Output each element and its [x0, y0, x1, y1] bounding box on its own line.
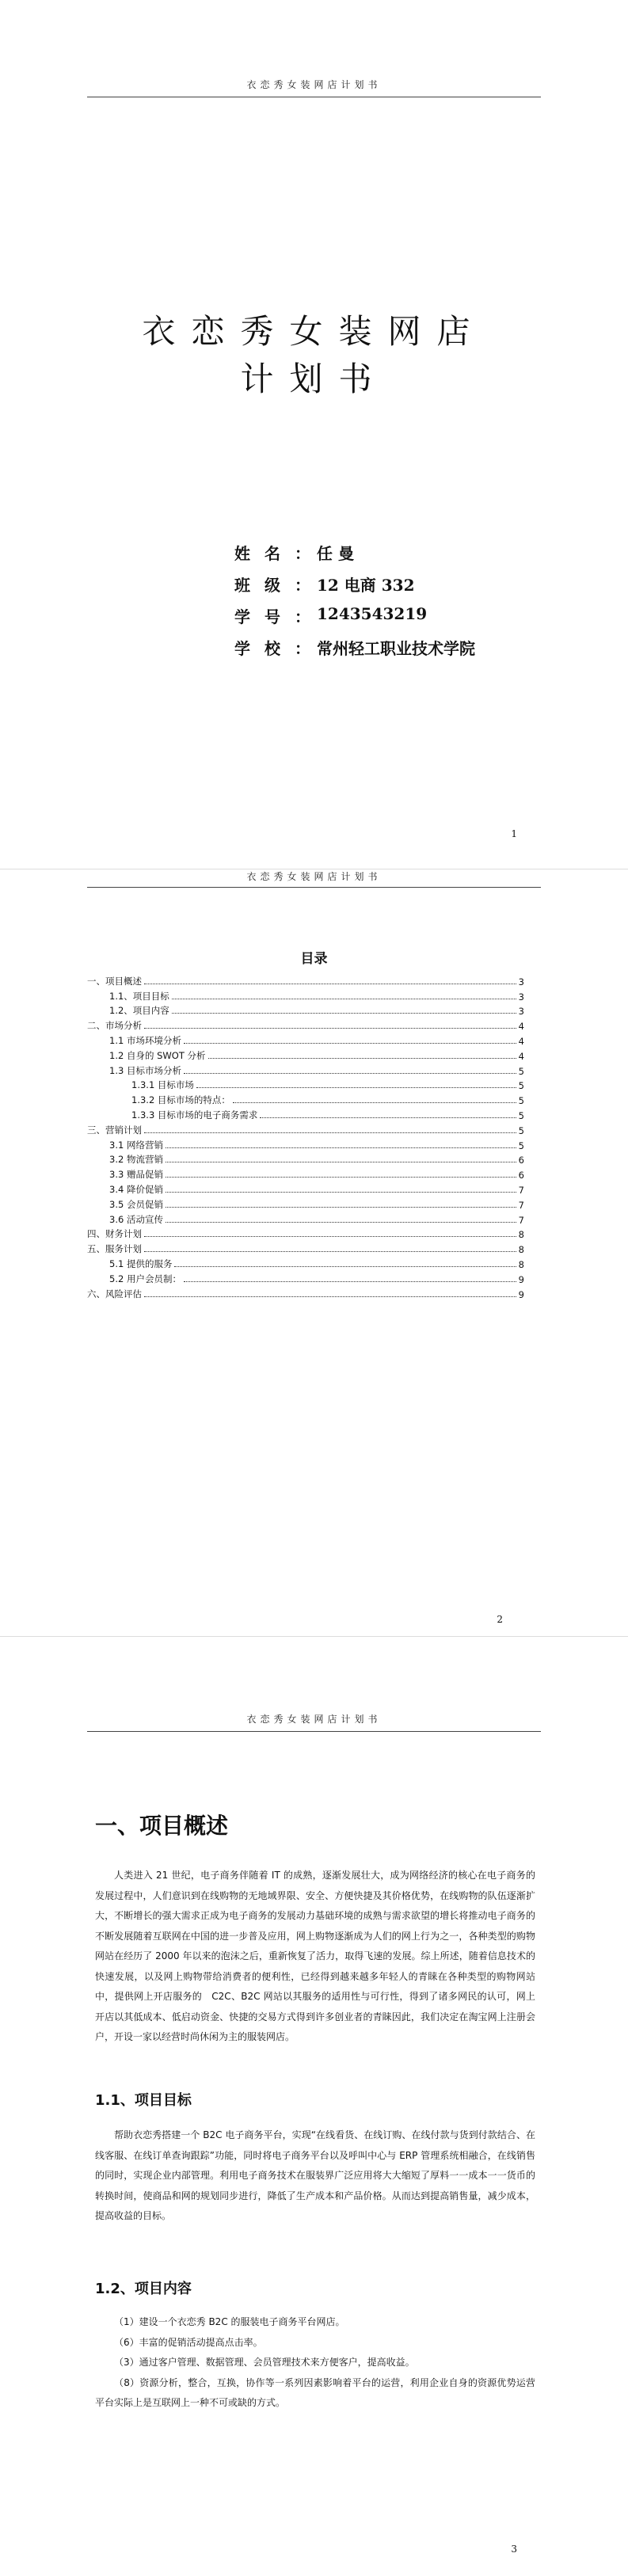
toc-leader-dots: [260, 1117, 516, 1118]
toc-entry[interactable]: [87, 1255, 524, 1270]
toc-entry-page: 3: [518, 976, 524, 987]
subsection-heading-content: 1.2、项目内容: [95, 2281, 192, 2297]
toc-entry-text: 六、风险评估: [87, 1288, 142, 1299]
toc-entry-page: 6: [518, 1170, 524, 1181]
toc-entry[interactable]: [87, 1032, 524, 1047]
toc-entry[interactable]: [87, 1240, 524, 1255]
header-rule: [87, 887, 541, 888]
list-item: （8）资源分析，整合，互换，协作等一系列因素影响着平台的运营，利用企业自身的资源优势运营平台实际上是互联网上一种不可或缺的方式。: [95, 2376, 535, 2408]
toc-leader-dots: [184, 1073, 516, 1074]
toc-leader-dots: [144, 1296, 516, 1297]
toc-leader-dots: [166, 1177, 516, 1178]
info-value: 12 电商 332: [317, 576, 415, 595]
toc-entry-text: 1.2 自身的 SWOT 分析: [109, 1049, 206, 1061]
toc-entry-page: 5: [518, 1080, 524, 1092]
toc-leader-dots: [208, 1058, 516, 1059]
toc-entry-text: 五、服务计划: [87, 1243, 142, 1255]
toc-entry-text: 1.3.3 目标市场的电子商务需求: [131, 1109, 258, 1121]
toc-leader-dots: [144, 1251, 516, 1252]
info-label: 班级：: [234, 576, 325, 595]
toc-entry-text: 3.4 降价促销: [109, 1183, 163, 1195]
toc-entry-page: 8: [518, 1258, 524, 1270]
toc-entry[interactable]: [87, 1196, 524, 1211]
toc-entry-page: 8: [518, 1244, 524, 1256]
info-row-school: [234, 636, 475, 668]
info-row-class: [234, 573, 475, 604]
toc-entry-text: 四、财务计划: [87, 1228, 142, 1240]
section-heading: 一、项目概述: [95, 1813, 229, 1839]
page-header: 衣恋秀女装网店计划书: [246, 79, 382, 90]
toc-entry-text: 1.3.2 目标市场的特点：: [131, 1094, 230, 1106]
toc-entry[interactable]: [87, 1181, 524, 1196]
toc-leader-dots: [172, 1013, 516, 1014]
toc-entry[interactable]: [87, 1106, 524, 1121]
toc-entry[interactable]: [87, 1062, 524, 1077]
content-page: [0, 1638, 628, 2576]
cover-title-line2: 计划书: [240, 360, 388, 398]
page-header: 衣恋秀女装网店计划书: [246, 871, 382, 882]
toc-entry-page: 3: [518, 1006, 524, 1018]
toc-entry-text: 一、项目概述: [87, 975, 142, 987]
list-item: （3）通过客户管理、数据管理、会员管理技术来方便客户，提高收益。: [114, 2357, 415, 2368]
toc-entry-page: 4: [518, 1035, 524, 1047]
content-list: [95, 2312, 535, 2414]
page-number: 1: [511, 828, 517, 839]
toc-entry[interactable]: [87, 1151, 524, 1166]
info-label: 学校：: [234, 639, 325, 658]
toc-leader-dots: [174, 1266, 516, 1267]
toc-entry-text: 1.1 市场环境分析: [109, 1034, 181, 1046]
toc-entry[interactable]: [87, 987, 524, 1003]
page-number: 3: [511, 2544, 517, 2555]
toc-leader-dots: [166, 1207, 516, 1208]
toc-entry[interactable]: [87, 1136, 524, 1151]
toc-entry-page: 5: [518, 1065, 524, 1077]
toc-entry[interactable]: [87, 1077, 524, 1092]
goal-paragraph: 帮助衣恋秀搭建一个 B2C 电子商务平台，实现“在线看货、在线订购、在线付款与货到付款结合、在线客服、在线订单查询跟踪”功能，同时将电子商务平台以及呼叫中心与 ERP 管理系统相融合，在线销售的同时，实现企业内部管理。利用电子商务技术在服装界广泛应用将大大缩短了厚料一一成本一一货币的转换时间，使商品和网的规划同步进行，降低了生产成本和产品价格。从而达到提高销售量，减少成本，提高收益的目标。: [95, 2129, 535, 2221]
toc-entry[interactable]: [87, 1091, 524, 1106]
toc-entry[interactable]: [87, 1270, 524, 1285]
toc-entry-text: 1.1、项目目标: [109, 990, 169, 1002]
toc-entry-text: 3.2 物流营销: [109, 1154, 163, 1166]
toc-entry-text: 3.1 网络营销: [109, 1139, 163, 1151]
info-value: 任 曼: [317, 544, 354, 563]
toc-entry[interactable]: [87, 1017, 524, 1032]
subsection-heading-goal: 1.1、项目目标: [95, 2092, 192, 2109]
toc-entry-page: 6: [518, 1155, 524, 1166]
toc-entry-page: 5: [518, 1124, 524, 1136]
toc-entry[interactable]: [87, 1003, 524, 1018]
toc-entry-page: 7: [518, 1214, 524, 1226]
toc-entry[interactable]: [87, 1166, 524, 1181]
page-header: 衣恋秀女装网店计划书: [246, 1714, 382, 1725]
author-info: [234, 541, 475, 668]
info-row-id: [234, 604, 475, 636]
toc-entry-page: 7: [518, 1184, 524, 1196]
toc-title: 目录: [300, 951, 328, 967]
toc-leader-dots: [233, 1102, 516, 1103]
toc-entry-text: 二、市场分析: [87, 1020, 142, 1032]
toc-leader-dots: [144, 1236, 516, 1237]
toc-list: [87, 972, 524, 1300]
list-item: （1）建设一个衣恋秀 B2C 的服装电子商务平台网店。: [114, 2316, 345, 2327]
toc-entry-text: 3.3 赠品促销: [109, 1169, 163, 1181]
toc-leader-dots: [144, 1028, 516, 1029]
toc-entry-page: 9: [518, 1288, 524, 1300]
toc-entry-page: 8: [518, 1229, 524, 1241]
toc-leader-dots: [144, 1132, 516, 1133]
toc-entry[interactable]: [87, 972, 524, 987]
toc-entry[interactable]: [87, 1226, 524, 1241]
header-rule: [87, 1731, 541, 1732]
intro-paragraph: 人类进入 21 世纪，电子商务伴随着 IT 的成熟，逐渐发展壮大，成为网络经济的核心在电子商务的发展过程中，人们意识到在线购物的无地域界限、安全、方便快捷及其价格优势，在线购物的队伍逐渐扩大，不断增长的强大需求正成为电子商务的发展动力基础环境的成熟与需求欲望的增长将推动电子商务的不断发展随着互联网在中国的进一步普及应用，网上购物逐渐成为人们的网上行为之一，各种类型的购物网站在经历了 2000 年以来的泡沫之后，重新恢复了活力，取得飞速的发展。综上所述，随着信息技术的快速发展，以及网上购物带给消费者的便利性，已经得到越来越多年轻人的青睐在各种类型的购物网站中，提供网上开店服务的 C2C、B2C 网站以其服务的适用性与可行性，得到了诸多网民的认可，网上开店以其低成本、低启动资金、快捷的交易方式得到许多创业者的青睐因此，我们决定在淘宝网上注册会户，开设一家以经营时尚休闲为主的服装网店。: [95, 1870, 535, 2042]
toc-page: [0, 869, 628, 1723]
toc-entry-text: 3.6 活动宣传: [109, 1213, 163, 1225]
toc-entry-text: 3.5 会员促销: [109, 1198, 163, 1210]
info-value: 常州轻工职业技术学院: [317, 639, 475, 658]
toc-leader-dots: [166, 1192, 516, 1193]
toc-entry-page: 5: [518, 1140, 524, 1151]
toc-entry[interactable]: [87, 1211, 524, 1226]
page-separator: [0, 1636, 628, 1637]
toc-entry-text: 1.2、项目内容: [109, 1005, 169, 1017]
toc-entry[interactable]: [87, 1047, 524, 1062]
toc-entry-page: 3: [518, 991, 524, 1003]
toc-entry-page: 4: [518, 1050, 524, 1062]
cover-title-line1: 衣恋秀女装网店: [142, 312, 486, 351]
toc-leader-dots: [196, 1087, 516, 1088]
toc-entry-page: 4: [518, 1021, 524, 1033]
toc-entry-page: 9: [518, 1273, 524, 1285]
toc-entry-page: 7: [518, 1199, 524, 1211]
list-item: （6）丰富的促销活动提高点击率。: [114, 2336, 263, 2348]
toc-entry-text: 1.3.1 目标市场: [131, 1079, 194, 1091]
toc-entry-text: 5.2 用户会员制：: [109, 1273, 181, 1284]
info-value: 1243543219: [317, 604, 428, 623]
toc-entry-page: 5: [518, 1109, 524, 1121]
toc-leader-dots: [184, 1281, 516, 1282]
info-label: 学号：: [234, 607, 325, 626]
info-row-name: [234, 541, 475, 573]
toc-leader-dots: [166, 1147, 516, 1148]
toc-leader-dots: [166, 1222, 516, 1223]
cover-page: [0, 0, 628, 868]
toc-entry[interactable]: [87, 1121, 524, 1136]
info-label: 姓名：: [234, 544, 325, 563]
toc-leader-dots: [184, 1043, 516, 1044]
toc-entry-text: 三、营销计划: [87, 1124, 142, 1136]
toc-entry-page: 5: [518, 1095, 524, 1107]
toc-entry-text: 1.3 目标市场分析: [109, 1064, 181, 1076]
page-number: 2: [497, 1614, 503, 1625]
toc-entry-text: 5.1 提供的服务: [109, 1258, 173, 1269]
toc-entry[interactable]: [87, 1285, 524, 1300]
